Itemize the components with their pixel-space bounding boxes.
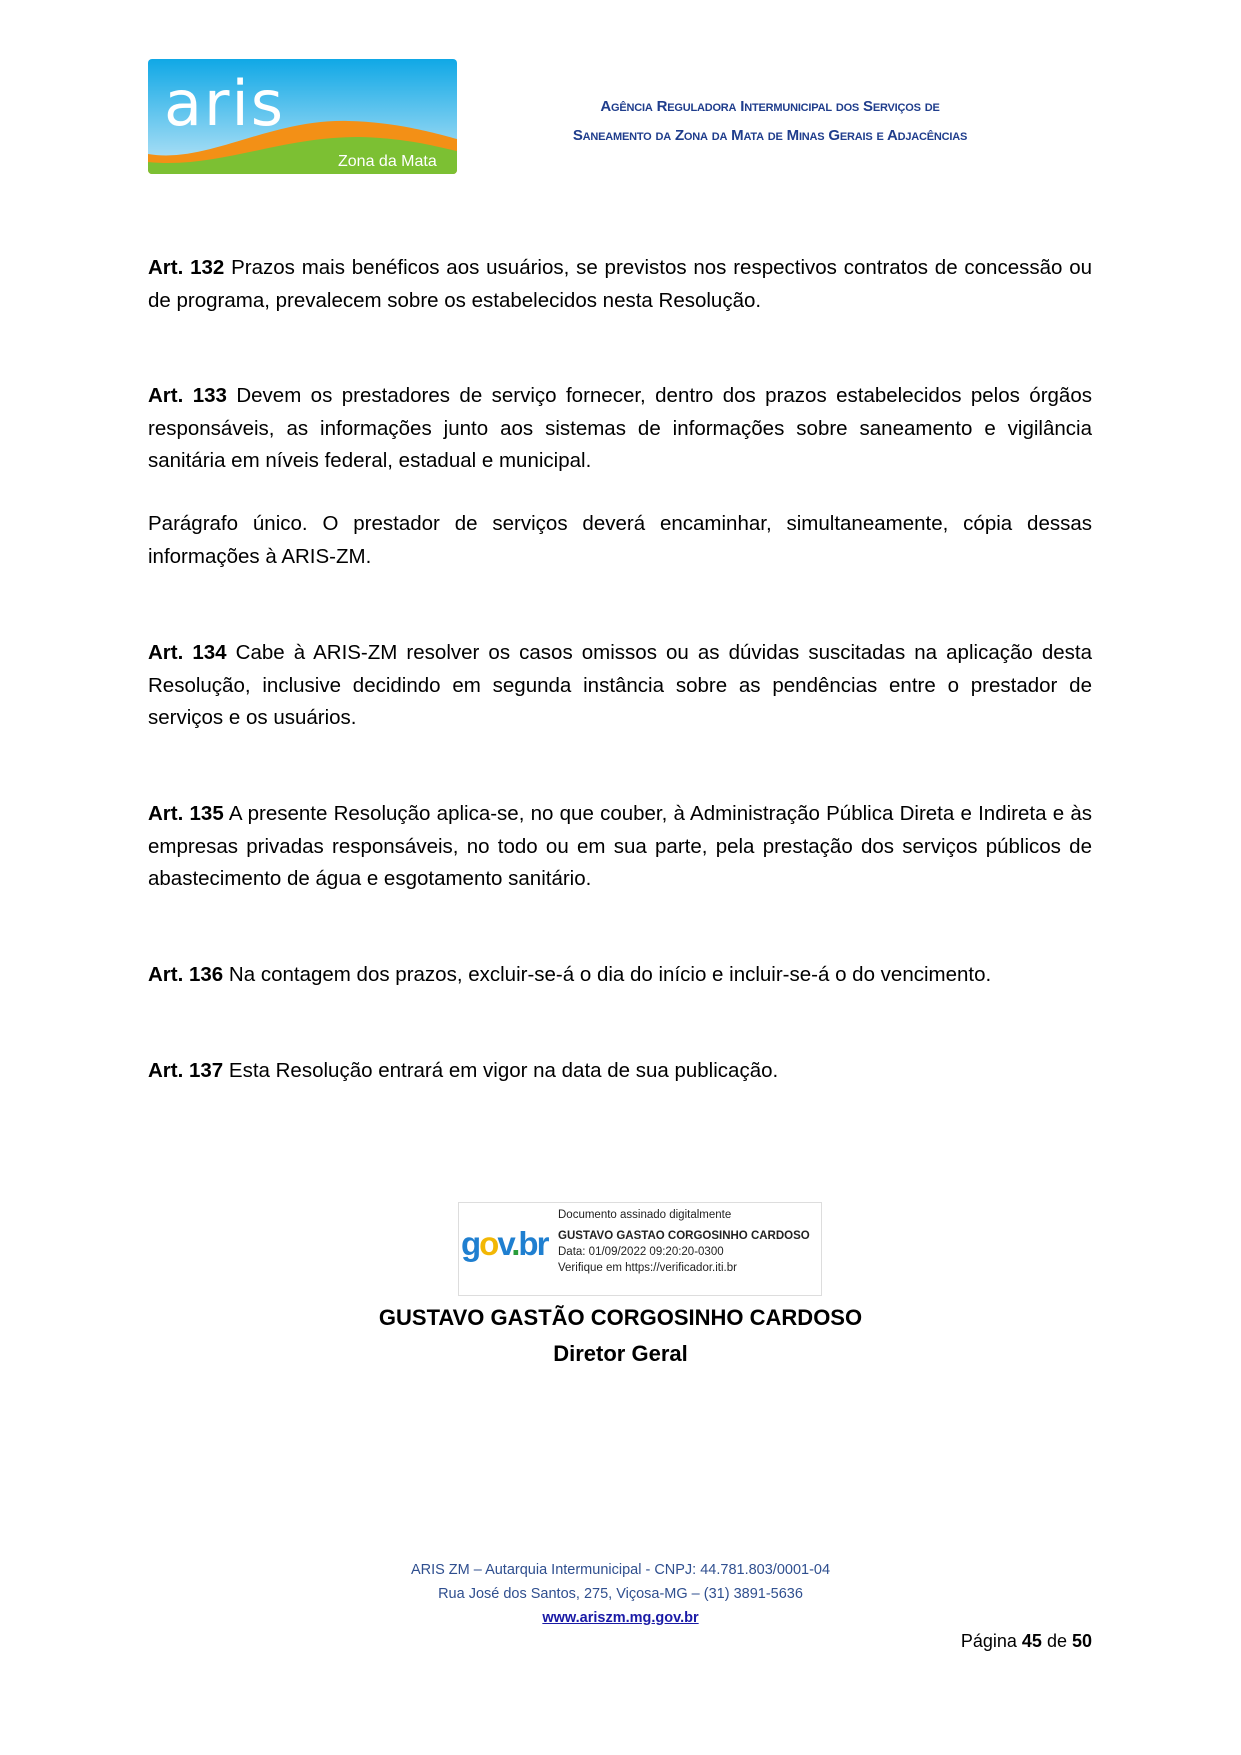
article-label: Art. 133	[148, 384, 227, 407]
footer-line-1: ARIS ZM – Autarquia Intermunicipal - CNPJ: 44.781.803/0001-04	[410, 1562, 831, 1578]
footer-line-2: Rua José dos Santos, 275, Viçosa-MG – (31) 3891-5636	[438, 1586, 803, 1602]
total-pages: 50	[1071, 1631, 1092, 1651]
article-133-paragraph	[148, 508, 1092, 573]
signature-signer: GUSTAVO GASTAO CORGOSINHO CARDOSO	[558, 1230, 810, 1242]
signature-heading: Documento assinado digitalmente	[558, 1209, 732, 1221]
article-label: Art. 132	[148, 256, 225, 279]
article-label: Art. 136	[148, 963, 224, 986]
article-label: Art. 134	[148, 641, 227, 664]
article-text: Cabe à ARIS-ZM resolver os casos omissos ou as dúvidas suscitadas na aplicação desta Resolução, inclusive decidindo em segunda instância sobre as pendências entre o prestador de serviços e os usuários.	[148, 641, 1092, 729]
website-link[interactable]: www.ariszm.mg.gov.br	[542, 1610, 699, 1626]
article-label: Art. 137	[148, 1059, 224, 1082]
aris-logo	[148, 59, 457, 174]
current-page: 45	[1021, 1631, 1042, 1651]
article-text: Esta Resolução entrará em vigor na data de sua publicação.	[223, 1059, 779, 1082]
article-text: Prazos mais benéficos aos usuários, se previstos nos respectivos contratos de concessão ou de programa, prevalecem sobre os estabelecidos nesta Resolução.	[148, 256, 1092, 312]
agency-line-1: Agência Reguladora Intermunicipal dos Serviços de	[600, 98, 940, 115]
agency-line-2: Saneamento da Zona da Mata de Minas Gerais e Adjacências	[572, 127, 968, 144]
signatory-name: GUSTAVO GASTÃO CORGOSINHO CARDOSO	[378, 1305, 863, 1330]
signature-date: Data: 01/09/2022 09:20:20-0300	[558, 1246, 724, 1258]
article-134	[148, 637, 1092, 735]
article-text: Parágrafo único. O prestador de serviços deverá encaminhar, simultaneamente, cópia dessas informações à ARIS-ZM.	[148, 512, 1092, 568]
article-label: Art. 135	[148, 802, 224, 825]
agency-name	[470, 92, 1070, 150]
signatory-role: Diretor Geral	[553, 1341, 688, 1366]
article-136	[148, 959, 1092, 992]
logo-subtitle: Zona da Mata	[338, 153, 437, 170]
article-text: Devem os prestadores de serviço fornecer, dentro dos prazos estabelecidos pelos órgãos responsáveis, as informações junto aos sistemas de informações sobre saneamento e vigilância sanitária em níveis federal, estadual e municipal.	[148, 384, 1092, 472]
article-137	[148, 1055, 1092, 1088]
article-text: A presente Resolução aplica-se, no que couber, à Administração Pública Direta e Indireta e às empresas privadas responsáveis, no todo ou em sua parte, pela prestação dos serviços públicos de abastecimento de água e esgotamento sanitário.	[148, 802, 1092, 890]
signature-verify: Verifique em https://verificador.iti.br	[558, 1262, 737, 1274]
article-133	[148, 380, 1092, 478]
page-number: Página 45 de 50	[960, 1631, 1092, 1651]
article-135	[148, 798, 1092, 896]
article-text: Na contagem dos prazos, excluir-se-á o dia do início e incluir-se-á o do vencimento.	[223, 963, 992, 986]
digital-signature-stamp	[458, 1202, 822, 1296]
signatory	[0, 1300, 1241, 1372]
govbr-logo: gov.br	[461, 1225, 548, 1262]
logo-wordmark: aris	[164, 67, 286, 140]
footer	[0, 1558, 1241, 1630]
article-132	[148, 252, 1092, 317]
